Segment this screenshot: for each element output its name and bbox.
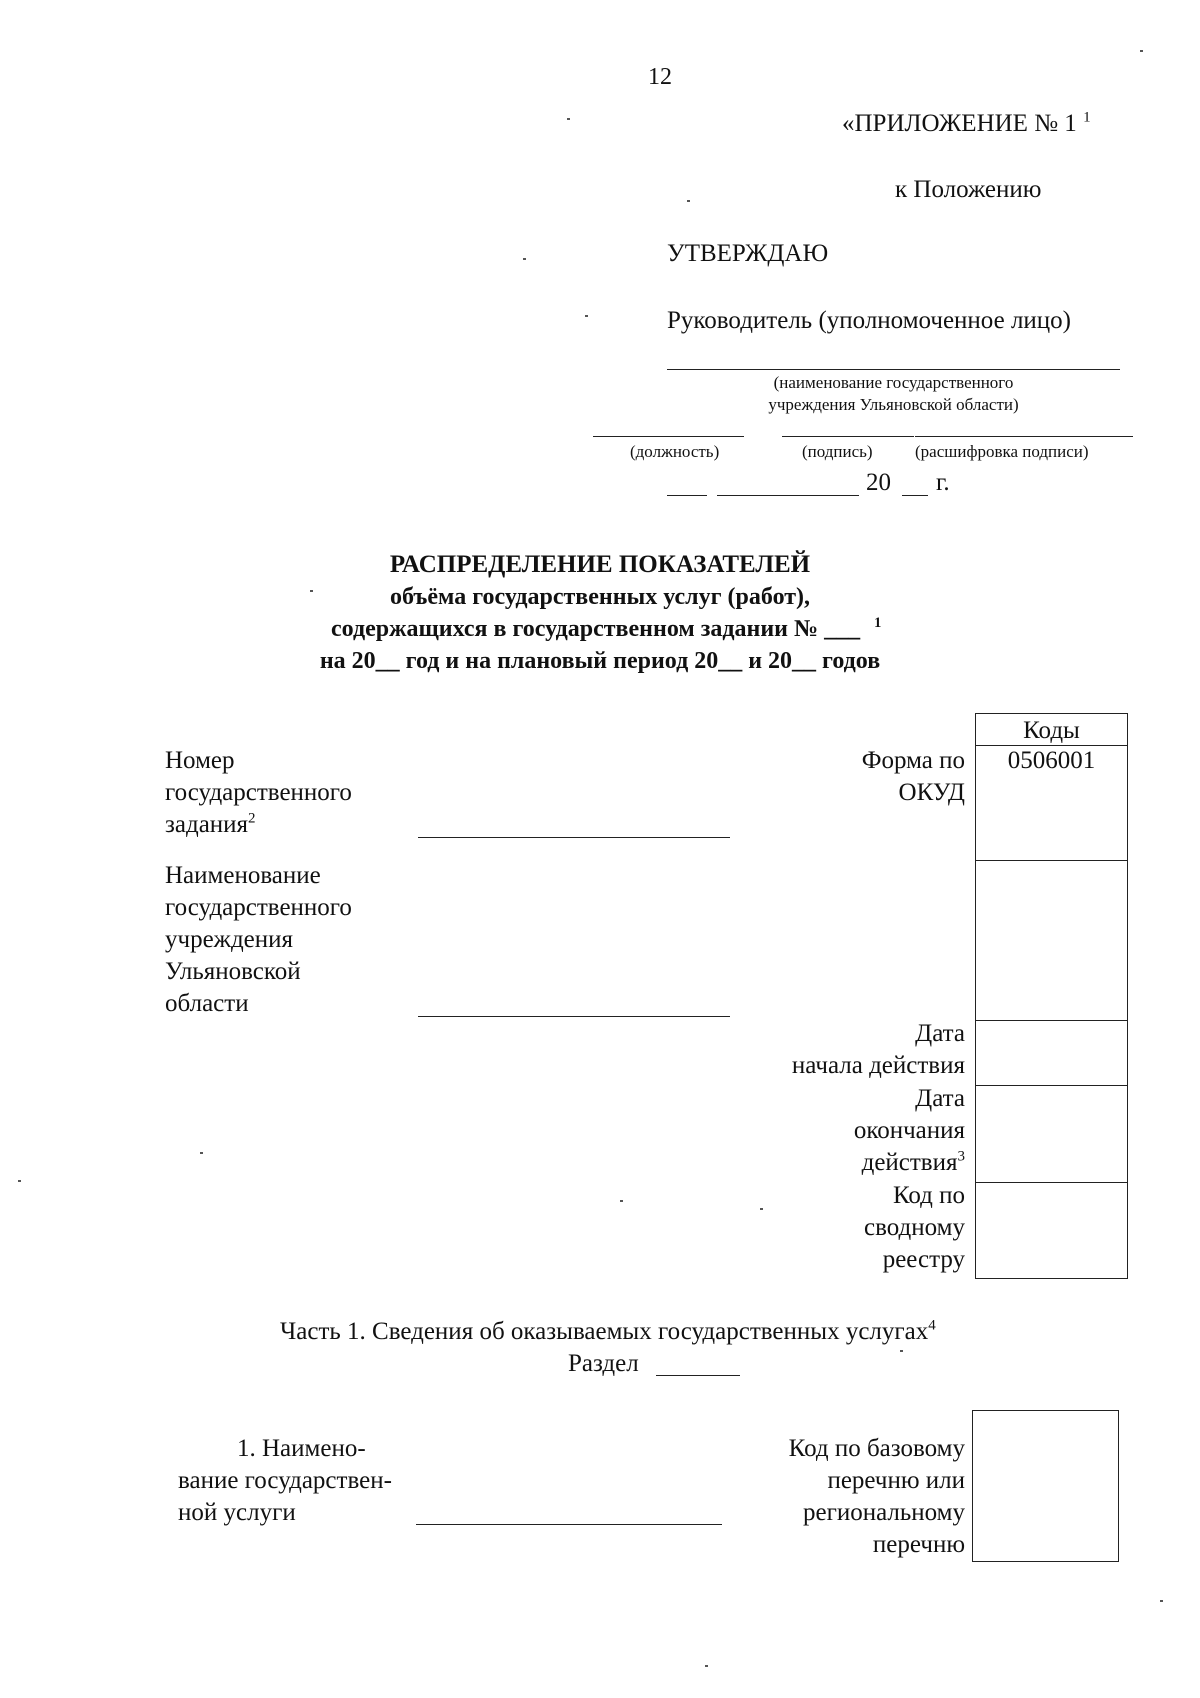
- approve-label: УТВЕРЖДАЮ: [667, 240, 829, 267]
- codes-header: Коды: [1023, 717, 1080, 744]
- scan-speck: [18, 1180, 21, 1182]
- date-year-line: [902, 495, 928, 496]
- heading-line-2: объёма государственных услуг (работ),: [389, 584, 811, 610]
- codes-box-right: [1127, 713, 1128, 1278]
- heading-line-1: РАСПРЕДЕЛЕНИЕ ПОКАЗАТЕЛЕЙ: [389, 551, 811, 578]
- head-label: Руководитель (уполномоченное лицо): [667, 307, 1072, 334]
- registry-label-1: Код по: [892, 1182, 965, 1209]
- signature-caption: (подпись): [802, 442, 873, 461]
- registry-label-2: сводному: [864, 1214, 965, 1241]
- institution-field[interactable]: [418, 1016, 730, 1017]
- heading-line-3: содержащихся в государственном задании № ___ $^1$: [331, 615, 882, 642]
- service-name-label-2: вание государствен-: [178, 1467, 392, 1494]
- base-list-label-2: перечню или: [827, 1467, 965, 1494]
- scan-speck: [200, 1152, 203, 1154]
- task-number-label-3: задания$^2$: [165, 810, 256, 838]
- appendix-title: «ПРИЛОЖЕНИЕ № 1 $^1$: [842, 109, 1091, 137]
- section-field[interactable]: [656, 1375, 740, 1376]
- okud-label-1: Форма по: [861, 747, 965, 774]
- org-name-line: [667, 369, 1120, 370]
- scan-speck: [705, 1665, 708, 1667]
- institution-label-3: учреждения: [165, 926, 294, 953]
- position-caption: (должность): [630, 442, 720, 461]
- decryption-line: [915, 436, 1133, 437]
- registry-label-3: реестру: [882, 1246, 965, 1273]
- service-name-label-1: 1. Наимено-: [237, 1435, 366, 1462]
- scan-speck: [310, 590, 313, 592]
- to-regulation: к Положению: [895, 176, 1042, 203]
- institution-label-2: государственного: [165, 894, 352, 921]
- task-number-label-1: Номер: [165, 747, 235, 774]
- task-number-field[interactable]: [418, 837, 730, 838]
- codes-row-divider-2: [975, 1020, 1128, 1021]
- scan-speck: [687, 200, 690, 202]
- signature-line: [782, 436, 914, 437]
- part1-title: Часть 1. Сведения об оказываемых государственных услугах$^4$: [280, 1317, 936, 1345]
- end-date-label-1: Дата: [915, 1085, 965, 1112]
- scan-speck: [567, 118, 570, 120]
- base-list-label-1: Код по базовому: [788, 1435, 965, 1462]
- scan-speck: [760, 1208, 763, 1210]
- base-list-label-3: региональному: [802, 1499, 965, 1526]
- codes-row-divider-3: [975, 1085, 1128, 1086]
- end-date-label-3: действия$^3$: [861, 1148, 965, 1176]
- start-date-label-1: Дата: [915, 1020, 965, 1047]
- end-date-footnote-mark: 3: [957, 1148, 965, 1165]
- okud-code: 0506001: [1007, 747, 1096, 774]
- base-list-label-4: перечню: [872, 1531, 965, 1558]
- scan-speck: [1140, 50, 1143, 52]
- scan-speck: [523, 258, 526, 260]
- task-number-footnote-mark: 2: [248, 810, 256, 827]
- codes-box-top: [975, 713, 1128, 714]
- date-month-line: [717, 495, 859, 496]
- codes-row-divider-4: [975, 1182, 1128, 1183]
- base-list-code-box[interactable]: [972, 1410, 1119, 1562]
- codes-box-left: [975, 713, 976, 1278]
- heading-line-4: на 20__ год и на плановый период 20__ и 20__ годов: [319, 648, 881, 674]
- section-label: Раздел: [568, 1350, 639, 1377]
- scan-speck: [620, 1200, 623, 1202]
- scan-speck: [585, 315, 588, 317]
- page-number: 12: [648, 64, 672, 90]
- codes-row-divider-1: [975, 860, 1128, 861]
- service-name-label-3: ной услуги: [178, 1499, 296, 1526]
- end-date-label-2: окончания: [853, 1117, 965, 1144]
- codes-box-bottom: [975, 1278, 1128, 1279]
- scan-speck: [900, 1350, 903, 1352]
- date-year-prefix: 20: [866, 469, 891, 496]
- institution-label-1: Наименование: [165, 862, 321, 889]
- decryption-caption: (расшифровка подписи): [915, 442, 1089, 461]
- date-year-suffix: г.: [936, 469, 950, 496]
- org-caption-1: (наименование государственного: [773, 373, 1014, 392]
- date-day-line: [667, 495, 707, 496]
- institution-label-5: области: [165, 990, 249, 1017]
- appendix-footnote-mark: 1: [1083, 109, 1091, 126]
- heading-footnote-mark: 1: [874, 615, 882, 631]
- scan-speck: [1160, 1600, 1163, 1602]
- part1-footnote-mark: 4: [928, 1317, 936, 1334]
- institution-label-4: Ульяновской: [165, 958, 301, 985]
- task-number-label-2: государственного: [165, 779, 352, 806]
- start-date-label-2: начала действия: [791, 1052, 965, 1079]
- org-caption-2: учреждения Ульяновской области): [768, 395, 1019, 414]
- position-line: [593, 436, 744, 437]
- okud-label-2: ОКУД: [898, 779, 965, 806]
